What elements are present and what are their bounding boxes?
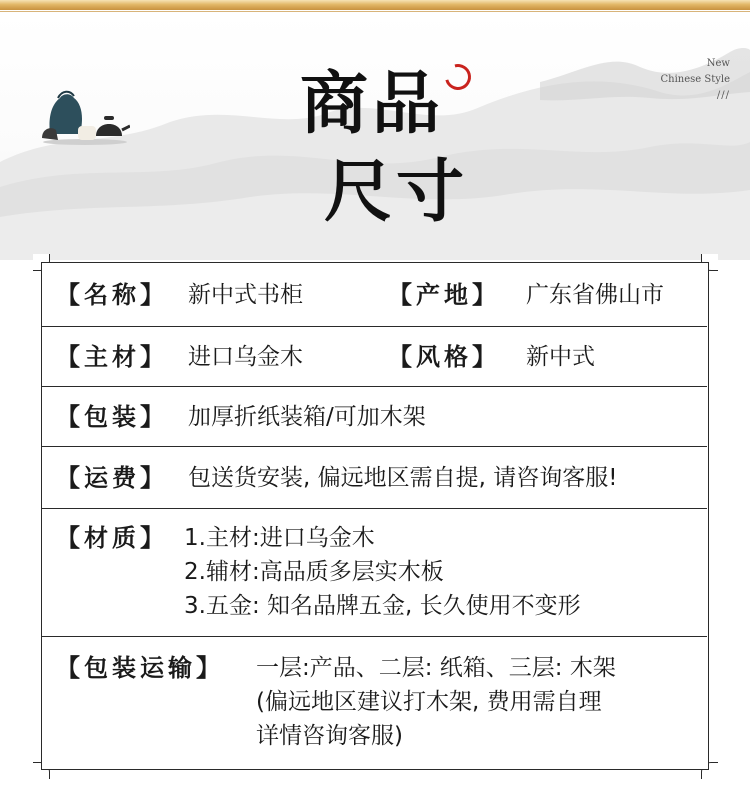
spec-row-material-style	[42, 327, 707, 387]
style-tag-line-1: New	[706, 58, 730, 69]
shipping-value: 包送货安装, 偏远地区需自提, 请咨询客服!	[188, 465, 618, 491]
origin-label: 【产地】	[388, 280, 500, 309]
transport-line-1: 一层:产品、二层: 纸箱、三层: 木架	[256, 655, 616, 681]
spec-row-texture	[42, 509, 707, 637]
style-label: 【风格】	[388, 342, 500, 371]
packaging-label: 【包装】	[56, 402, 168, 431]
texture-label: 【材质】	[56, 523, 168, 552]
spec-row-shipping	[42, 447, 707, 509]
texture-line-1: 1.主材:进口乌金木	[184, 525, 375, 551]
spec-row-packaging	[42, 387, 707, 447]
page-title	[300, 60, 500, 236]
teaset-illustration	[40, 86, 130, 146]
name-value: 新中式书柜	[188, 282, 303, 308]
texture-list	[184, 521, 581, 623]
title-line-2: 尺寸	[324, 152, 469, 232]
style-value: 新中式	[526, 344, 595, 370]
packaging-value: 加厚折纸装箱/可加木架	[188, 404, 426, 430]
style-tag-line-2: Chinese Style	[660, 74, 730, 85]
spec-row-name-origin	[42, 263, 707, 327]
origin-value: 广东省佛山市	[526, 282, 664, 308]
shipping-label: 【运费】	[56, 463, 168, 492]
texture-line-2: 2.辅材:高品质多层实木板	[184, 559, 444, 585]
hero-banner	[0, 12, 750, 260]
spec-row-transport	[42, 637, 707, 769]
style-tag	[640, 56, 730, 104]
material-label: 【主材】	[56, 342, 168, 371]
transport-line-2: (偏远地区建议打木架, 费用需自理	[256, 689, 602, 715]
transport-line-3: 详情咨询客服)	[256, 723, 403, 749]
style-tag-line-3: ///	[716, 90, 730, 101]
title-line-1: 商品	[300, 64, 445, 144]
texture-line-3: 3.五金: 知名品牌五金, 长久使用不变形	[184, 593, 581, 619]
transport-list	[256, 651, 616, 753]
name-label: 【名称】	[56, 280, 168, 309]
gold-top-bar	[0, 0, 750, 10]
transport-label: 【包装运输】	[56, 653, 224, 682]
spec-table	[41, 262, 709, 770]
material-value: 进口乌金木	[188, 344, 303, 370]
